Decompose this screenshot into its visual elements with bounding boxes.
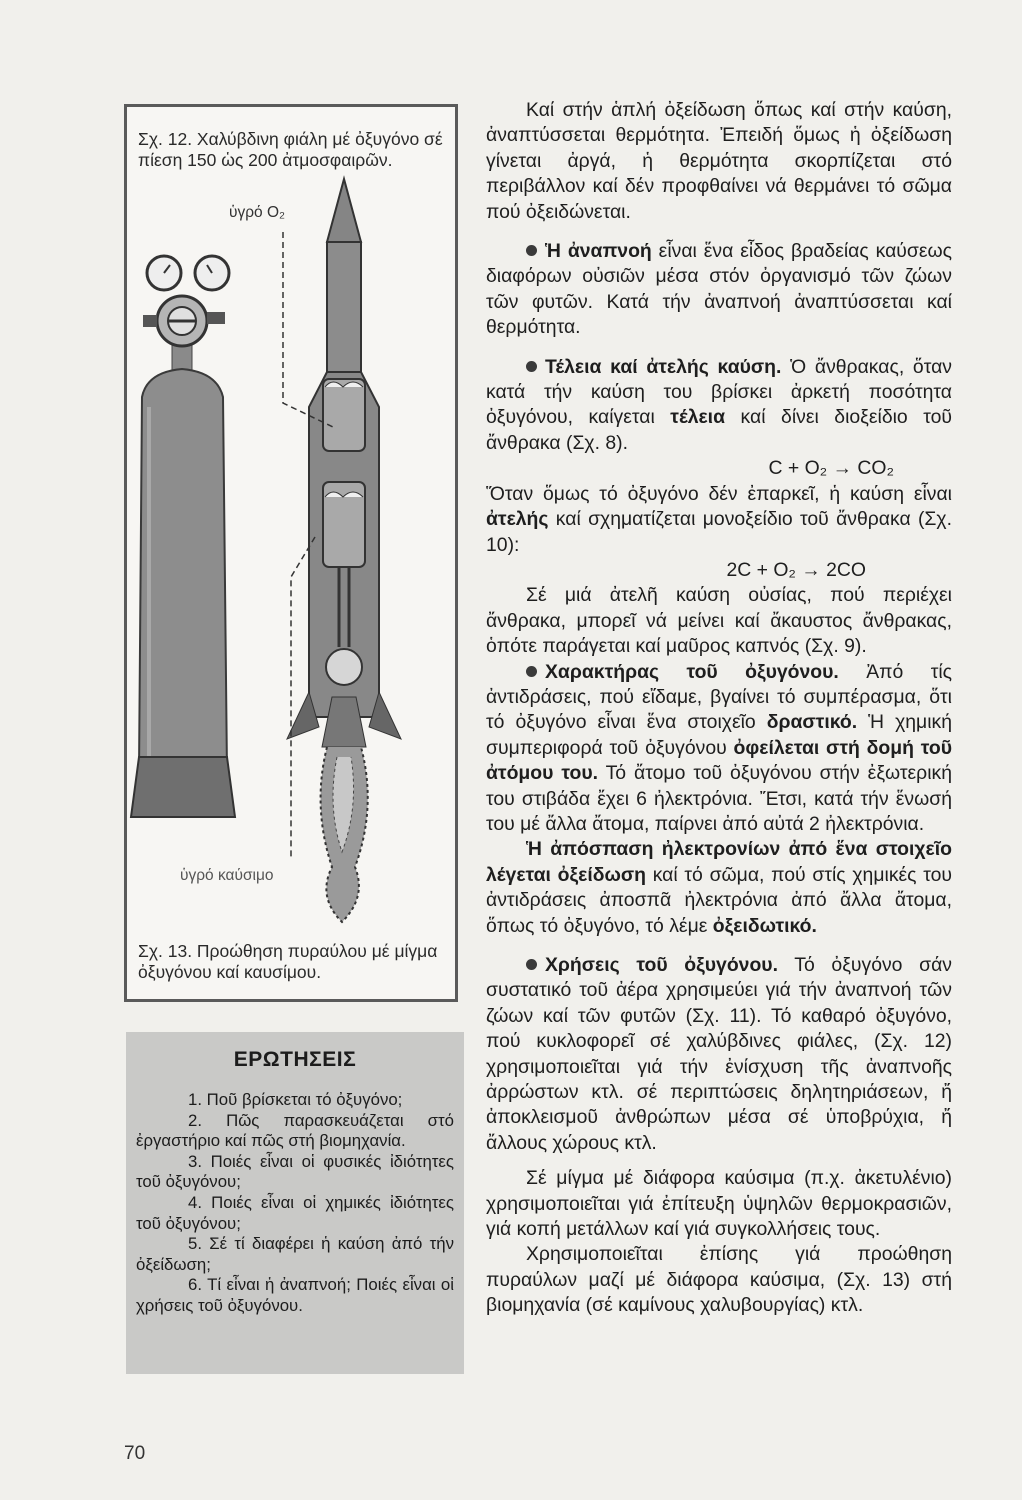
question-item: 1. Ποῦ βρίσκεται τό ὀξυγόνο; [188,1090,403,1109]
liquid-o2-label: ὑγρό O₂ [229,204,286,221]
oxidation-definition-term: Ἡ ἀπόσπαση ἠλεκτρονίων ἀπό ἕνα στοιχεῖο λέγεται ὀξείδωση [486,838,952,886]
liquid-fuel-label: ὑγρό καύσιμο [180,867,274,884]
bullet-icon [526,245,537,256]
character-text-b: Ἡ χημική συμπεριφορά τοῦ ὀξυγόνου [486,711,952,759]
paragraph-rocket-propulsion: Χρησιμοποιεῖται ἐπίσης γιά προώθηση πυραύλων μαζί μέ διάφορα καύσιμα, (Σχ. 13) στή βιομηχανία (σέ καμίνους χαλυβουργίας) κτλ. [486,1243,952,1317]
paragraph-respiration [486,239,952,341]
question-item: 6. Τί εἶναι ἡ ἀναπνοή; Ποιές εἶναι οἱ χρήσεις τοῦ ὀξυγόνου. [136,1275,454,1315]
oxidizer-term: ὀξειδωτικό. [712,914,817,937]
oxidation-definition-text: καί τό σῶμα, πού στίς χημικές του ἀντιδράσεις ἀποσπᾶ ἠλεκτρόνια ἀπό ἄλλα ἄτομα, ὅπως τό ὀξυγόνο, τό λέμε [486,863,952,937]
atom-structure-term: ὀφείλεται στή δομή τοῦ ἀτόμου του. [486,736,952,785]
character-heading: Χαρακτήρας τοῦ ὀξυγόνου. [545,660,839,683]
bullet-icon [526,666,537,677]
paragraph-smoke: Σέ μιά ἀτελῆ καύση οὐσίας, πού περιέχει ἄνθρακα, μπορεῖ νά μείνει καί ἄκαυστος ἄνθρακας, ὁπότε παράγεται καί μαῦρος καπνός (Σχ. 9). [486,584,952,658]
combustion-heading: Τέλεια καί ἀτελής καύση. [545,355,782,378]
paragraph-oxygen-uses [486,953,952,1156]
questions-list [136,1090,454,1317]
incomplete-text-b: καί σχηματίζεται μονοξείδιο τοῦ ἄνθρακα (Σχ. 10): [486,508,952,556]
reactive-term: δραστικό. [766,711,858,734]
question-item: 2. Πῶς παρασκευάζεται στό ἐργαστήριο καί πῶς στή βιομηχανία. [136,1110,454,1151]
complete-term: τέλεια [670,406,725,429]
paragraph-fuel-mixture: Σέ μίγμα μέ διάφορα καύσιμα (π.χ. ἀκετυλένιο) χρησιμοποιεῖται γιά ἐπίτευξη ὑψηλῶν θερμοκρασιῶν, γιά κοπή μετάλλων καί γιά συγκολλήσεις τους. [486,1167,952,1241]
incomplete-term: ἀτελής [486,508,549,531]
figure-12-caption: Σχ. 12. Χαλύβδινη φιάλη μέ ὀξυγόνο σέ πίεση 150 ὡς 200 ἀτμοσφαιρῶν. [138,129,443,170]
equation-co: 2C + O₂ → 2CO [726,558,866,581]
combustion-text-b: καί δίνει διοξείδιο τοῦ ἄνθρακα (Σχ. 8). [486,406,952,454]
paragraph-incomplete-combustion [486,482,952,558]
paragraph-oxygen-character [486,660,952,838]
character-text-c: Τό ἄτομο τοῦ ὀξυγόνου στήν ἐξωτερική του στιβάδα ἔχει 6 ἠλεκτρόνια. Ἔτσι, κατά τήν ἕνωσή του μέ ἄλλα ἄτομα, παίρνει ἀπό αὐτά 2 ἠλεκτρόνια. [486,762,952,835]
character-text-a: Ἀπό τίς ἀντιδράσεις, πού εἴδαμε, βγαίνει τό συμπέρασμα, ὅτι τό ὀξυγόνο εἶναι ἕνα στοιχεῖο [486,660,953,734]
page-number: 70 [124,1443,146,1464]
figure-box [124,104,458,1002]
figure-13-caption: Σχ. 13. Προώθηση πυραύλου μέ μίγμα ὀξυγόνου καί καυσίμου. [138,941,438,982]
respiration-text: εἶναι ἕνα εἶδος βραδείας καύσεως διαφόρων οὐσιῶν μέσα στόν ὀργανισμό τῶν ζώων τῶν φυτῶν. Κατά τήν ἀναπνοή ἀναπτύσσεται καί θερμότητα. [486,240,953,339]
bullet-icon [526,361,537,372]
paragraph-oxidation: Καί στήν ἁπλή ὀξείδωση ὅπως καί στήν καύση, ἀναπτύσσεται θερμότητα. Ἐπειδή ὅμως ἡ ὀξείδωση γίνεται ἀργά, ἡ θερμότητα σκορπίζεται στό περιβάλλον καί δέν προφθαίνει νά θερμάνει τό σῶμα πού ὀξειδώνεται. [486,99,952,223]
uses-text: Τό ὀξυγόνο σάν συστατικό τοῦ ἀέρα χρησιμεύει γιά τήν ἀναπνοή τῶν ζώων καί τῶν φυτῶν (Σχ. 11). Τό καθαρό ὀξυγόνο, πού κυκλοφορεῖ σέ χαλύβδινες φιάλες, (Σχ. 12) χρησιμοποιεῖται γιά τήν ἐνίσχυση τῆς ἀναπνοῆς ἀρρώστων κτλ. σέ περιπτώσεις δηλητηριάσεων, ἤ ἀποκλεισμοῦ ἀνθρώπων μέσα σέ ὑποβρύχια, ἤ ἄλλους χώρους κτλ. [486,954,952,1154]
equation-co2: C + O₂ → CO₂ [768,457,894,480]
questions-title: ΕΡΩΤΗΣΕΙΣ [233,1048,357,1071]
question-item: 4. Ποιές εἶναι οἱ χημικές ἰδιότητες τοῦ ὀξυγόνου; [136,1192,454,1233]
respiration-heading: Ἡ ἀναπνοή [545,240,652,263]
main-text-column [486,98,952,1319]
questions-box [126,1032,464,1374]
incomplete-text-a: Ὅταν ὅμως τό ὀξυγόνο δέν ἐπαρκεῖ, ἡ καύση εἶναι [486,482,952,505]
figure-illustration [127,107,455,999]
bullet-icon [526,959,537,970]
question-item: 3. Ποιές εἶναι οἱ φυσικές ἰδιότητες τοῦ ὀξυγόνου; [136,1151,454,1192]
oxygen-cylinder-drawing [131,256,235,817]
paragraph-complete-combustion [486,355,952,457]
rocket-drawing [287,179,401,922]
combustion-text-a: Ὁ ἄνθρακας, ὅταν κατά τήν καύση του βρίσκει ἀρκετή ποσότητα ὀξυγόνου, καίγεται [486,355,952,429]
paragraph-oxidation-definition [486,837,952,939]
question-item: 5. Σέ τί διαφέρει ἡ καύση ἀπό τήν ὀξείδωση; [136,1234,454,1274]
uses-heading: Χρήσεις τοῦ ὀξυγόνου. [545,954,778,976]
